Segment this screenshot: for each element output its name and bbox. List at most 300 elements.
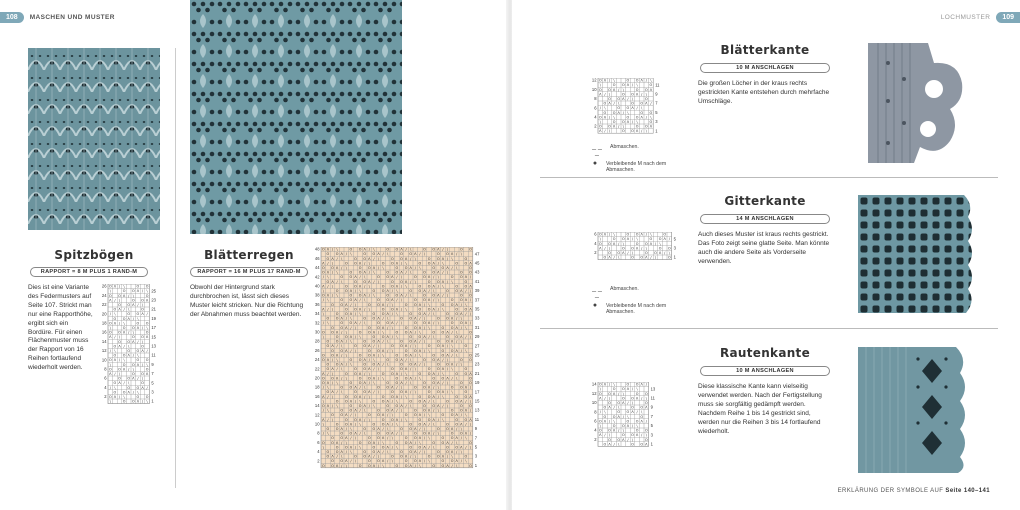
chart-symbol: /: [396, 385, 398, 390]
chart-symbol: /: [465, 399, 467, 404]
chart-symbol: O: [321, 463, 325, 468]
chart-symbol: O: [395, 330, 399, 335]
chart-symbol: O: [626, 106, 630, 111]
chart-symbol: O: [390, 417, 394, 422]
chart-symbol: /: [327, 371, 329, 376]
chart-symbol: \: [373, 247, 375, 252]
chart-symbol: /: [613, 405, 615, 410]
chart-symbol: O: [395, 376, 399, 381]
chart-symbol: O: [358, 270, 362, 275]
chart-symbol: O: [441, 265, 445, 270]
chart-symbol: O: [441, 376, 445, 381]
chart-symbol: /: [141, 399, 144, 404]
chart-symbol: /: [446, 390, 449, 395]
chart-symbol: Λ: [409, 265, 412, 270]
chart-symbol: Λ: [354, 408, 357, 413]
chart-symbol: /: [618, 391, 620, 396]
chart-symbol: O: [349, 293, 353, 298]
chart-symbol: /: [322, 321, 324, 326]
chart-symbol: /: [141, 362, 144, 367]
chart-symbol: Λ: [354, 385, 357, 390]
chart-symbol: /: [428, 311, 430, 316]
chart-symbol: O: [145, 284, 149, 289]
chart-symbol: \: [451, 344, 453, 349]
blaetterkante-title: Blätterkante: [720, 43, 810, 57]
chart-symbol: \: [460, 339, 462, 344]
chart-row-number: 2: [594, 123, 597, 129]
chart-symbol: \: [345, 463, 347, 468]
chart-symbol: /: [613, 255, 615, 260]
chart-symbol: /: [460, 413, 462, 418]
chart-symbol: O: [446, 426, 449, 431]
chart-symbol: \: [322, 288, 324, 293]
chart-row-number: 10: [101, 357, 107, 363]
chart-symbol: \: [428, 436, 430, 441]
chart-symbol: O: [409, 334, 413, 339]
chart-symbol: Λ: [381, 413, 385, 418]
chart-row-number: 37: [474, 297, 480, 303]
chart-symbol: O: [644, 87, 648, 92]
chart-symbol: Λ: [335, 265, 339, 270]
chart-symbol: Λ: [409, 463, 412, 468]
chart-symbol: O: [386, 403, 390, 408]
chart-symbol: \: [668, 250, 670, 255]
chart-symbol: /: [322, 275, 324, 280]
chart-symbol: O: [621, 387, 625, 392]
chart-symbol: /: [350, 302, 352, 307]
chart-symbol: \: [451, 390, 453, 395]
chart-symbol: /: [636, 106, 638, 111]
chart-symbol: /: [373, 454, 375, 459]
chart-symbol: O: [459, 408, 463, 413]
chart-symbol: Λ: [363, 270, 366, 275]
chart-symbol: Λ: [437, 247, 440, 252]
chart-row-number: 2: [317, 458, 320, 464]
chart-symbol: O: [122, 289, 126, 294]
chart-symbol: O: [626, 115, 630, 120]
chart-symbol: Λ: [386, 445, 389, 450]
chart-symbol: /: [405, 270, 407, 275]
chart-symbol: Λ: [460, 445, 463, 450]
spitzboegen-photo: [28, 48, 160, 230]
chart-symbol: /: [382, 362, 384, 367]
chart-symbol: /: [400, 394, 403, 399]
chart-symbol: O: [418, 261, 422, 266]
chart-symbol: /: [456, 362, 458, 367]
chart-symbol: O: [321, 440, 325, 445]
chart-grid: [592, 382, 656, 446]
chart-symbol: Λ: [437, 380, 440, 385]
chart-symbol: O: [455, 422, 459, 427]
chart-symbol: O: [381, 445, 385, 450]
chart-symbol: O: [331, 265, 334, 270]
chart-symbol: \: [341, 367, 343, 372]
chart-symbol: \: [410, 403, 412, 408]
chart-symbol: O: [326, 390, 330, 395]
chart-symbol: Λ: [368, 454, 371, 459]
chart-symbol: Λ: [322, 307, 325, 312]
chart-symbol: O: [395, 440, 399, 445]
chart-symbol: Λ: [418, 436, 422, 441]
chart-symbol: O: [386, 298, 390, 303]
chart-symbol: O: [131, 325, 135, 330]
chart-symbol: O: [386, 270, 390, 275]
chart-symbol: Λ: [377, 362, 380, 367]
chart-symbol: Λ: [640, 419, 643, 424]
chart-symbol: O: [354, 367, 357, 372]
chart-symbol: O: [321, 330, 325, 335]
chart-symbol: O: [377, 298, 380, 303]
chart-symbol: \: [465, 348, 467, 353]
chart-symbol: O: [108, 284, 112, 289]
chart-symbol: \: [423, 426, 426, 431]
chart-symbol: O: [404, 436, 408, 441]
chart-symbol: /: [428, 288, 430, 293]
chart-symbol: O: [413, 302, 417, 307]
chart-symbol: /: [414, 330, 416, 335]
chart-symbol: /: [128, 367, 130, 372]
chart-symbol: O: [136, 312, 140, 317]
chart-symbol: Λ: [631, 410, 634, 415]
chart-symbol: \: [618, 255, 620, 260]
chart-symbol: \: [414, 390, 416, 395]
chart-symbol: /: [368, 293, 370, 298]
chart-symbol: \: [608, 433, 611, 438]
chart-symbol: /: [419, 362, 421, 367]
chart-symbol: /: [373, 256, 375, 261]
chart-symbol: O: [455, 417, 459, 422]
chart-row-number: 26: [101, 284, 107, 289]
chart-symbol: \: [618, 101, 620, 106]
chart-symbol: \: [405, 417, 407, 422]
chart-symbol: Λ: [345, 413, 348, 418]
chart-symbol: O: [464, 371, 468, 376]
chart-symbol: /: [465, 422, 467, 427]
chart-symbol: Λ: [608, 442, 611, 447]
chart-symbol: Λ: [335, 330, 339, 335]
chart-symbol: O: [446, 311, 449, 316]
chart-symbol: /: [128, 293, 130, 298]
chart-symbol: O: [344, 284, 348, 289]
chart-symbol: \: [114, 385, 116, 390]
chart-symbol: /: [405, 403, 407, 408]
chart-symbol: O: [372, 445, 376, 450]
chart-symbol: Λ: [626, 387, 630, 392]
chart-symbol: Λ: [127, 316, 130, 321]
chart-symbol: Λ: [400, 270, 403, 275]
chart-symbol: O: [141, 298, 144, 303]
chart-symbol: /: [387, 413, 389, 418]
chart-symbol: O: [436, 449, 440, 454]
chart-symbol: O: [349, 431, 353, 436]
chart-symbol: O: [390, 367, 394, 372]
chart-symbol: \: [608, 92, 611, 97]
chart-symbol: /: [345, 449, 347, 454]
blaetterregen-rapport: RAPPORT = 16 M PLUS 17 RAND-M: [190, 267, 308, 277]
chart-symbol: \: [405, 371, 407, 376]
chart-symbol: \: [396, 422, 398, 427]
chart-symbol: \: [433, 288, 435, 293]
chart-symbol: /: [377, 376, 380, 381]
chart-symbol: O: [400, 279, 403, 284]
chart-symbol: O: [367, 376, 371, 381]
chart-symbol: O: [626, 382, 630, 387]
chart-symbol: O: [409, 445, 413, 450]
chart-symbol: \: [364, 298, 366, 303]
chart-symbol: \: [451, 367, 453, 372]
chart-symbol: O: [667, 255, 671, 260]
chart-symbol: \: [128, 381, 130, 386]
chart-symbol: O: [372, 334, 376, 339]
chart-symbol: Λ: [441, 367, 445, 372]
chart-symbol: O: [127, 312, 131, 317]
chart-symbol: /: [451, 376, 453, 381]
chart-symbol: Λ: [460, 288, 463, 293]
chart-symbol: Λ: [464, 321, 468, 326]
chart-symbol: \: [391, 348, 393, 353]
chart-symbol: O: [108, 394, 112, 399]
chart-symbol: \: [613, 115, 615, 120]
chart-symbol: /: [354, 399, 357, 404]
blaetterkante-legend: [590, 144, 670, 178]
chart-symbol: /: [608, 232, 611, 237]
column-divider: [175, 48, 176, 488]
chart-symbol: O: [423, 321, 426, 326]
chart-symbol: O: [335, 252, 339, 257]
chart-symbol: /: [400, 307, 403, 312]
chart-symbol: /: [387, 302, 389, 307]
chart-symbol: O: [409, 449, 413, 454]
chart-symbol: /: [456, 426, 458, 431]
chart-symbol: \: [446, 270, 449, 275]
chart-symbol: \: [382, 440, 384, 445]
chart-symbol: O: [464, 394, 468, 399]
chart-symbol: /: [391, 422, 393, 427]
chart-symbol: \: [377, 279, 380, 284]
chart-symbol: O: [413, 459, 417, 464]
chart-symbol: O: [640, 101, 644, 106]
chart-symbol: /: [664, 250, 666, 255]
chart-symbol: /: [345, 339, 347, 344]
chart-symbol: O: [390, 394, 394, 399]
chart-symbol: O: [612, 83, 616, 88]
chart-symbol: O: [390, 454, 394, 459]
chart-symbol: O: [608, 437, 611, 442]
chart-symbol: /: [387, 436, 389, 441]
chart-symbol: /: [618, 241, 620, 246]
chart-symbol: /: [437, 261, 439, 266]
chart-symbol: /: [668, 237, 670, 242]
chart-symbol: \: [414, 279, 416, 284]
chart-symbol: O: [427, 417, 431, 422]
chart-symbol: /: [382, 426, 384, 431]
chart-symbol: \: [645, 92, 647, 97]
chart-row-number: 5: [655, 109, 658, 115]
chart-symbol: Λ: [469, 307, 472, 312]
chart-symbol: \: [405, 284, 407, 289]
chart-row-number: 4: [317, 449, 320, 455]
chart-symbol: O: [390, 284, 394, 289]
chart-symbol: O: [131, 289, 135, 294]
chart-symbol: \: [460, 426, 462, 431]
chart-symbol: O: [404, 330, 408, 335]
chart-symbol: /: [405, 357, 407, 362]
chart-symbol: \: [331, 417, 334, 422]
chart-symbol: O: [326, 256, 330, 261]
chart-symbol: \: [331, 284, 334, 289]
chart-symbol: O: [649, 83, 653, 88]
chart-symbol: O: [349, 357, 353, 362]
chart-symbol: /: [641, 92, 643, 97]
chart-symbol: O: [436, 252, 440, 257]
chart-symbol: \: [364, 275, 366, 280]
chart-symbol: /: [322, 385, 324, 390]
chart-symbol: Λ: [460, 422, 463, 427]
chart-symbol: Λ: [381, 459, 385, 464]
chart-symbol: O: [612, 110, 616, 115]
chart-symbol: O: [621, 92, 625, 97]
chart-symbol: Λ: [469, 394, 472, 399]
chart-symbol: \: [359, 399, 361, 404]
chart-symbol: Λ: [372, 330, 376, 335]
chart-symbol: O: [386, 380, 390, 385]
chart-row-number: 31: [474, 324, 480, 330]
chart-symbol: /: [327, 284, 329, 289]
chart-symbol: /: [414, 353, 416, 358]
chart-symbol: \: [618, 442, 620, 447]
chart-symbol: \: [446, 357, 449, 362]
chart-symbol: \: [377, 256, 380, 261]
chart-symbol: /: [341, 440, 343, 445]
chart-symbol: O: [349, 321, 353, 326]
chart-symbol: O: [326, 339, 330, 344]
chart-symbol: /: [460, 325, 462, 330]
chart-symbol: O: [469, 265, 472, 270]
chart-symbol: /: [396, 298, 398, 303]
chart-symbol: \: [118, 298, 121, 303]
chart-symbol: Λ: [326, 247, 330, 252]
chart-symbol: Λ: [404, 344, 408, 349]
chart-symbol: O: [441, 440, 445, 445]
chart-symbol: Λ: [145, 371, 149, 376]
chart-symbol: /: [622, 110, 624, 115]
chart-row-number: 13: [151, 343, 156, 349]
chart-symbol: \: [350, 252, 352, 257]
chart-symbol: O: [432, 376, 436, 381]
chart-symbol: O: [377, 436, 380, 441]
chart-symbol: Λ: [423, 422, 426, 427]
chart-symbol: O: [459, 270, 463, 275]
chart-row-number: 41: [474, 278, 480, 284]
chart-symbol: O: [459, 247, 463, 252]
chart-symbol: O: [395, 357, 399, 362]
chart-symbol: /: [460, 459, 462, 464]
chart-symbol: Λ: [617, 110, 620, 115]
chart-row-number: 3: [474, 453, 478, 459]
chart-symbol: \: [645, 246, 647, 251]
chart-symbol: Λ: [409, 330, 412, 335]
chart-symbol: O: [427, 261, 431, 266]
chart-symbol: O: [331, 325, 334, 330]
chart-symbol: O: [409, 311, 413, 316]
chart-symbol: O: [113, 316, 117, 321]
chart-symbol: O: [450, 321, 454, 326]
chart-symbol: Λ: [358, 284, 362, 289]
chart-symbol: O: [423, 293, 426, 298]
chart-symbol: Λ: [331, 256, 334, 261]
chart-row-number: 15: [151, 334, 156, 340]
left-page-number: 108: [0, 12, 24, 23]
chart-symbol: \: [141, 376, 144, 381]
chart-symbol: \: [128, 344, 130, 349]
chart-symbol: Λ: [340, 316, 343, 321]
chart-symbol: Λ: [400, 293, 403, 298]
chart-symbol: O: [108, 321, 112, 326]
chart-symbol: O: [344, 288, 348, 293]
chart-symbol: Λ: [622, 437, 625, 442]
chart-symbol: /: [433, 275, 435, 280]
chart-symbol: Λ: [418, 348, 422, 353]
chart-symbol: O: [427, 256, 431, 261]
chart-symbol: O: [344, 422, 348, 427]
chart-symbol: \: [414, 344, 416, 349]
chart-symbol: O: [118, 339, 121, 344]
chart-symbol: \: [373, 357, 375, 362]
chart-symbol: Λ: [395, 307, 399, 312]
chart-symbol: \: [364, 408, 366, 413]
chart-symbol: O: [446, 252, 449, 257]
chart-symbol: Λ: [386, 288, 389, 293]
chart-symbol: Λ: [640, 382, 643, 387]
chart-symbol: Λ: [432, 417, 435, 422]
chart-symbol: \: [331, 307, 334, 312]
chart-symbol: /: [604, 433, 606, 438]
footer-pages: Seite 140–141: [945, 488, 990, 494]
chart-symbol: O: [340, 413, 344, 418]
chart-symbol: /: [437, 284, 439, 289]
chart-symbol: O: [418, 417, 422, 422]
chart-symbol: O: [340, 408, 344, 413]
chart-row-number: 26: [314, 347, 320, 353]
chart-symbol: O: [654, 250, 657, 255]
chart-symbol: Λ: [450, 362, 454, 367]
chart-symbol: O: [455, 307, 459, 312]
chart-symbol: O: [395, 353, 399, 358]
chart-row-number: 4: [594, 240, 597, 246]
chart-symbol: O: [340, 459, 344, 464]
chart-symbol: O: [617, 410, 621, 415]
chart-symbol: \: [146, 289, 148, 294]
chart-symbol: /: [391, 445, 393, 450]
chart-symbol: \: [419, 265, 421, 270]
chart-symbol: O: [432, 247, 436, 252]
chart-symbol: \: [419, 353, 421, 358]
chart-symbol: Λ: [136, 325, 140, 330]
chart-symbol: \: [341, 256, 343, 261]
chart-symbol: Λ: [113, 321, 117, 326]
chart-symbol: \: [645, 433, 647, 438]
chart-symbol: \: [327, 431, 329, 436]
chart-symbol: \: [345, 376, 347, 381]
chart-symbol: \: [410, 293, 412, 298]
chart-row-number: 13: [650, 386, 656, 392]
bind-off-symbol: _ _ _: [592, 143, 602, 156]
chart-symbol: \: [437, 321, 439, 326]
chart-symbol: O: [598, 124, 602, 129]
chart-row-number: 22: [101, 302, 107, 308]
chart-symbol: \: [109, 362, 111, 367]
chart-symbol: Λ: [622, 250, 625, 255]
